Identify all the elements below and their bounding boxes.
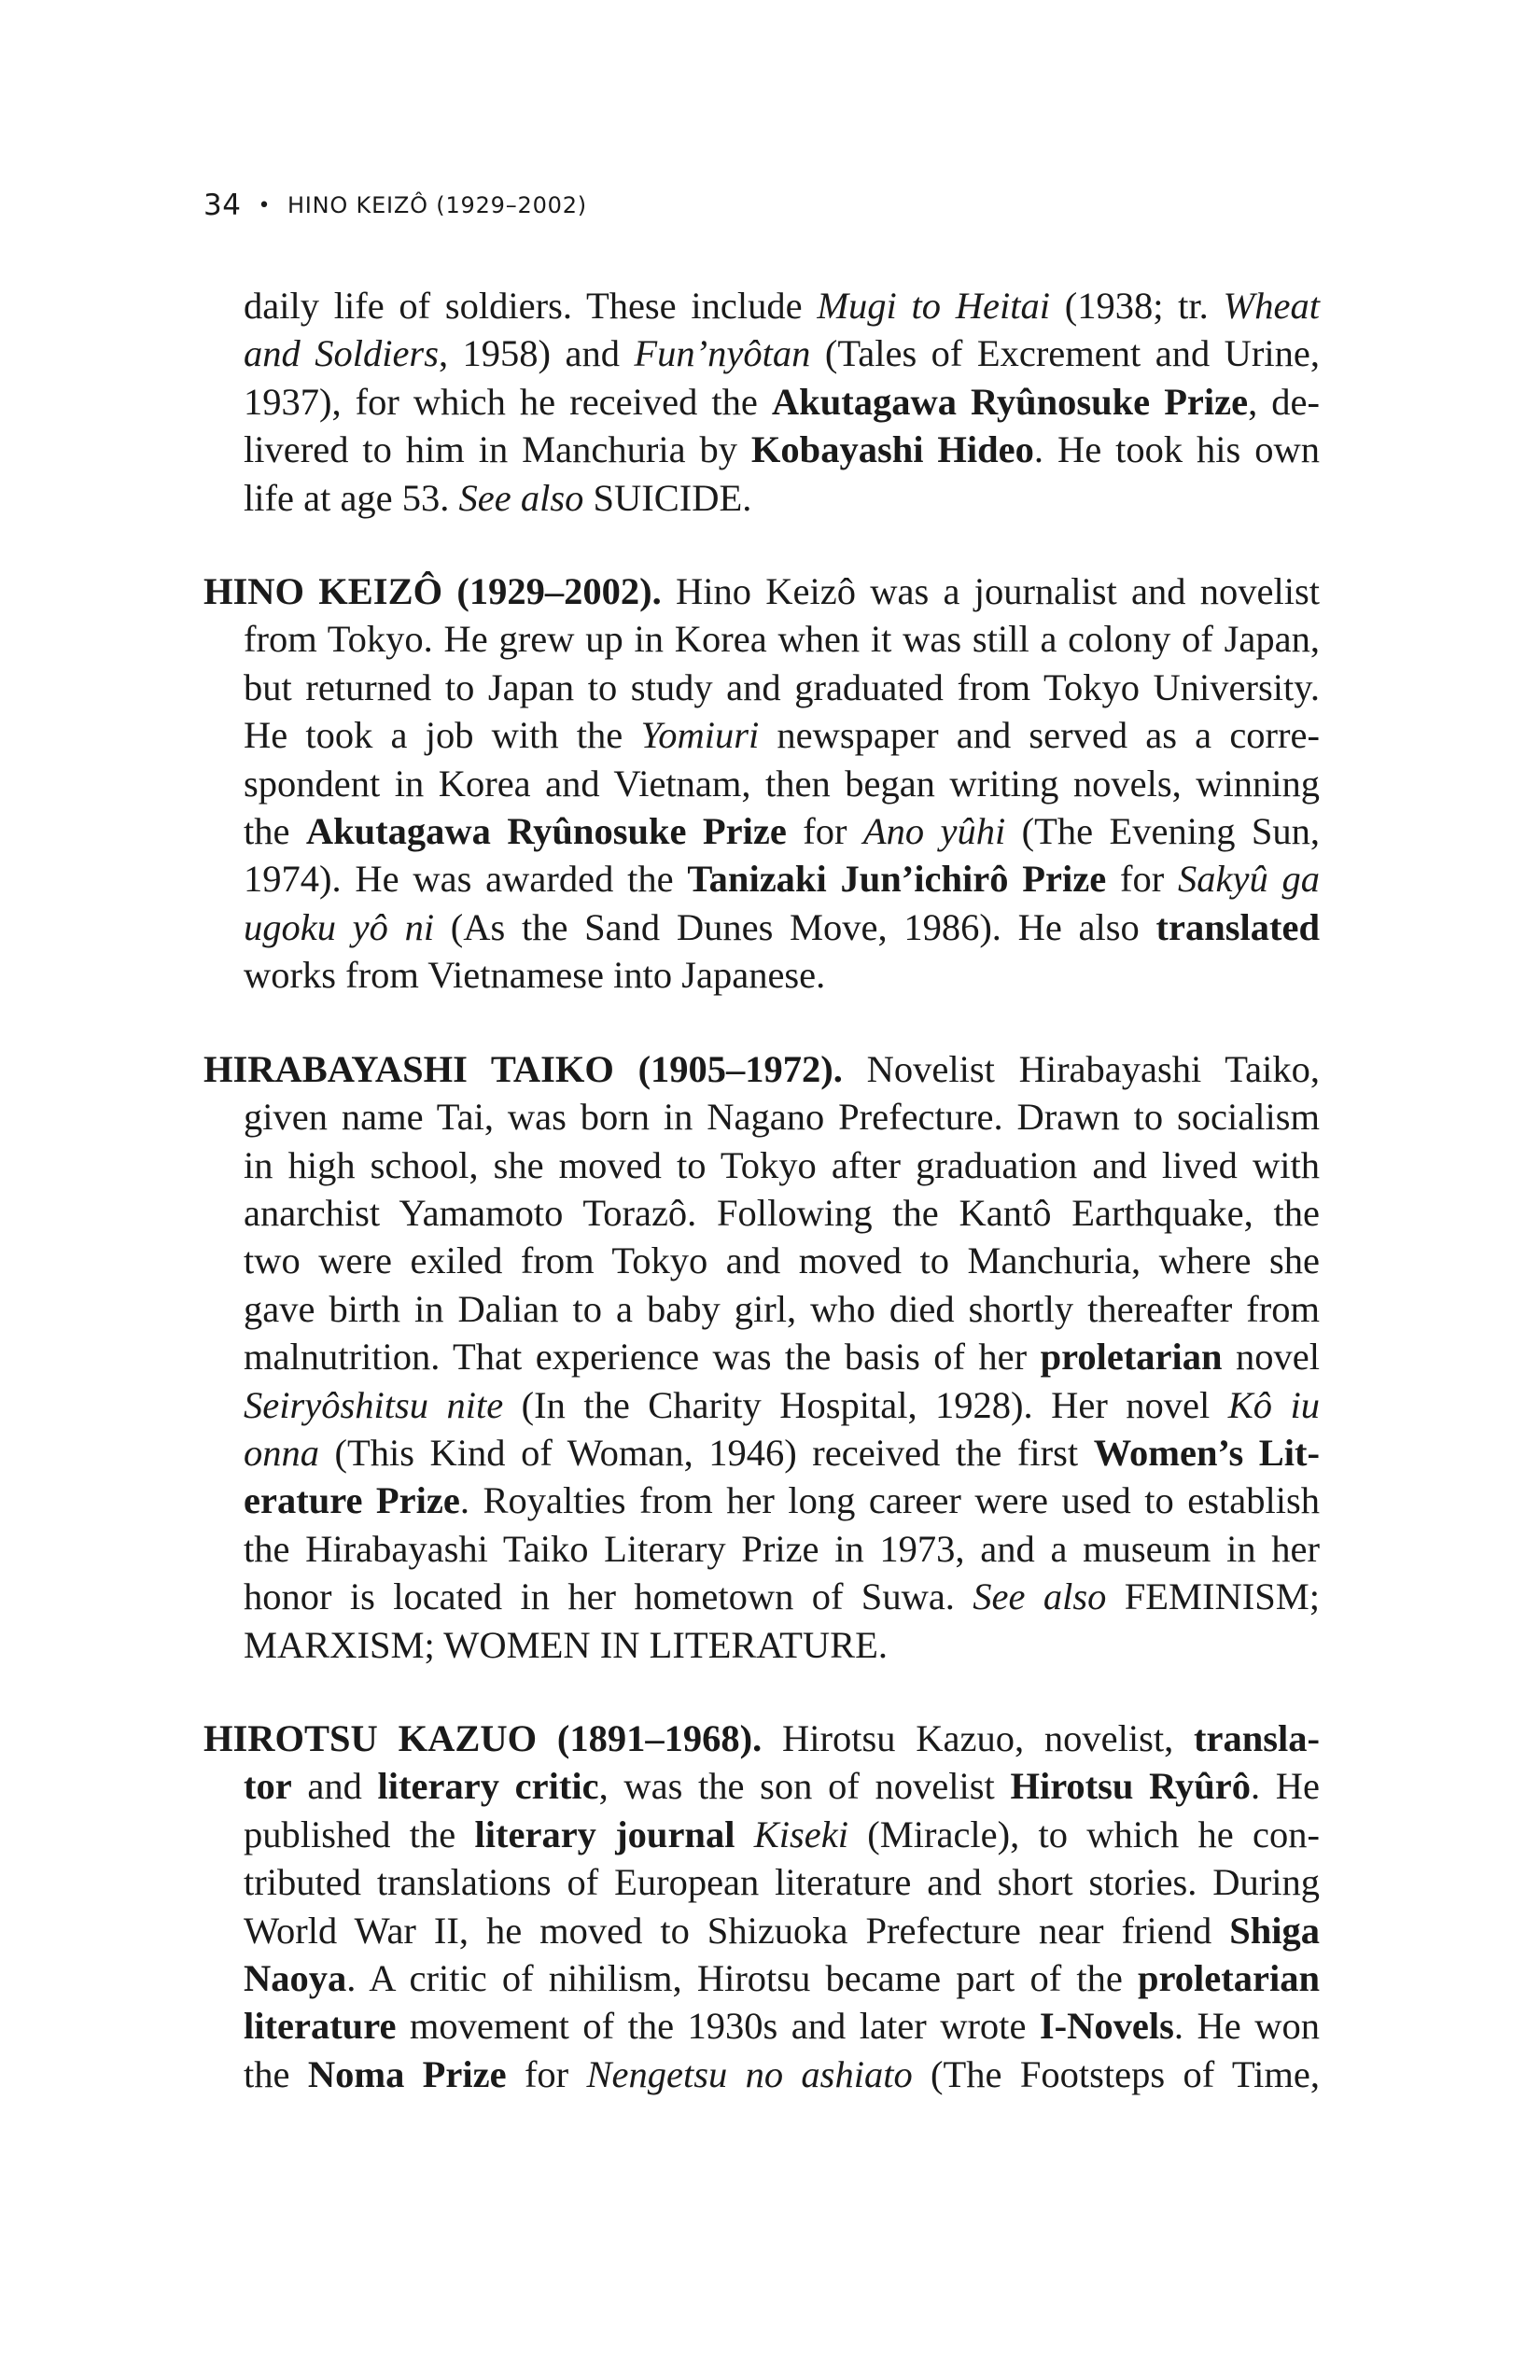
bold-term: Hirotsu Ryûrô — [1010, 1765, 1251, 1808]
running-title: HINO KEIZÔ (1929–2002) — [287, 192, 587, 218]
text-run: MARXISM; WOMEN IN LITERATURE. — [244, 1623, 888, 1666]
text-run: anarchist Yamamoto Torazô. Following the Kantô Earthquake, the — [244, 1191, 1320, 1234]
text-line — [203, 1762, 1320, 1810]
text-run: spondent in Korea and Vietnam, then began writing novels, winning — [244, 762, 1320, 805]
text-run: Hirotsu Kazuo, novelist, — [762, 1716, 1194, 1759]
text-run: gave birth in Dalian to a baby girl, who died shortly thereafter from — [244, 1287, 1320, 1330]
text-run: (As the Sand Dunes Move, 1986). He also — [434, 905, 1156, 948]
text-line — [203, 1189, 1320, 1237]
text-run: . He — [1250, 1765, 1320, 1808]
text-run: works from Vietnamese into Japanese. — [244, 954, 826, 997]
text-run: novel — [1222, 1336, 1320, 1379]
bullet-separator: • — [258, 193, 271, 217]
bold-term: literary critic — [377, 1765, 599, 1808]
bold-term: Akutagawa Ryûnosuke Prize — [305, 810, 787, 853]
italic-title: Fun’nyôtan — [634, 332, 811, 375]
text-run: two were exiled from Tokyo and moved to Manchuria, where she — [244, 1239, 1320, 1282]
text-run: 1937), for which he received the — [244, 380, 772, 423]
text-run: from Tokyo. He grew up in Korea when it was still a colony of Japan, — [244, 618, 1320, 661]
bold-term: I-Novels — [1039, 2005, 1174, 2048]
text-line — [203, 760, 1320, 807]
italic-title: Seiryôshitsu nite — [244, 1383, 504, 1426]
text-run: movement of the 1930s and later wrote — [396, 2005, 1040, 2048]
text-run: published the — [244, 1813, 475, 1855]
text-run: the — [244, 810, 306, 853]
entry-hino-keizo — [203, 567, 1320, 1000]
bold-term: transla- — [1193, 1716, 1320, 1759]
text-line — [203, 903, 1320, 951]
text-run: (The Footsteps of Time, — [912, 2052, 1320, 2095]
bold-term: Noma Prize — [307, 2052, 507, 2095]
italic-title: ugoku yô ni — [244, 905, 435, 948]
italic-title: See also — [458, 476, 584, 519]
text-run: Novelist Hirabayashi Taiko, — [842, 1047, 1320, 1090]
text-run: for — [1106, 858, 1178, 901]
text-run: for — [506, 2052, 587, 2095]
text-run: honor is located in her hometown of Suwa. — [244, 1575, 973, 1618]
text-run: (1938; tr. — [1049, 285, 1224, 327]
text-line — [244, 474, 1320, 522]
page-number: 34 — [203, 189, 242, 222]
text-line — [203, 1621, 1320, 1669]
text-run: . A critic of nihilism, Hirotsu became part of the — [346, 1957, 1138, 1999]
bold-term: translated — [1155, 905, 1320, 948]
text-line — [203, 1045, 1320, 1093]
text-line — [203, 1954, 1320, 2002]
text-run: (In the Charity Hospital, 1928). Her novel — [503, 1383, 1228, 1426]
text-run: daily life of soldiers. These include — [244, 285, 818, 327]
text-run: the — [244, 2052, 308, 2095]
italic-title: See also — [973, 1575, 1107, 1618]
text-line — [244, 329, 1320, 377]
text-run: . Royalties from her long career were used to establish — [459, 1479, 1320, 1522]
entry-hirabayashi-taiko — [203, 1045, 1320, 1669]
text-run: given name Tai, was born in Nagano Prefecture. Drawn to socialism — [244, 1096, 1320, 1139]
text-line — [203, 1477, 1320, 1524]
text-line — [203, 1715, 1320, 1762]
text-run: the Hirabayashi Taiko Literary Prize in 1973, and a museum in her — [244, 1527, 1320, 1570]
italic-title: onna — [244, 1431, 319, 1474]
text-run: (Miracle), to which he con- — [847, 1813, 1320, 1855]
bold-term: literature — [244, 2005, 397, 2048]
text-run: FEMINISM; — [1106, 1575, 1321, 1618]
bold-term: Women’s Lit- — [1093, 1431, 1320, 1474]
continued-paragraph — [203, 282, 1320, 522]
text-run — [735, 1813, 753, 1855]
italic-title: Nengetsu no ashiato — [586, 2052, 913, 2095]
text-run: newspaper and served as a corre- — [759, 714, 1320, 757]
bold-term: erature Prize — [244, 1479, 460, 1522]
text-line — [203, 1285, 1320, 1333]
bold-term: Kobayashi Hideo — [750, 428, 1034, 471]
text-run: , was the son of novelist — [598, 1765, 1011, 1808]
running-head — [203, 187, 1320, 224]
text-line — [203, 711, 1320, 759]
bold-term: literary journal — [474, 1813, 735, 1855]
bold-term: HIRABAYASHI TAIKO (1905–1972). — [203, 1047, 843, 1090]
text-run: World War II, he moved to Shizuoka Prefecture near friend — [244, 1909, 1230, 1952]
text-line — [203, 2051, 1320, 2098]
text-line — [203, 1093, 1320, 1141]
text-run: for — [786, 810, 863, 853]
text-line — [203, 615, 1320, 663]
text-run: (The Evening Sun, — [1005, 810, 1320, 853]
text-run: malnutrition. That experience was the basis of her — [244, 1336, 1041, 1379]
bold-term: Naoya — [244, 1957, 347, 1999]
text-line — [203, 664, 1320, 711]
text-line — [203, 1573, 1320, 1620]
text-run: in high school, she moved to Tokyo after graduation and lived with — [244, 1143, 1320, 1186]
italic-title: Mugi to Heitai — [817, 285, 1050, 327]
text-run: Hino Keizô was a journalist and novelist — [661, 570, 1320, 613]
text-run: livered to him in Manchuria by — [244, 428, 751, 471]
entry-hirotsu-kazuo — [203, 1715, 1320, 2098]
text-run: , de- — [1248, 380, 1321, 423]
text-line — [203, 1811, 1320, 1858]
bold-term: Tanizaki Jun’ichirô Prize — [687, 858, 1107, 901]
text-line — [203, 855, 1320, 903]
bold-term: Shiga — [1229, 1909, 1320, 1952]
text-run: . He took his own — [1033, 428, 1320, 471]
text-run: life at age 53. — [244, 476, 459, 519]
bold-term: Akutagawa Ryûnosuke Prize — [771, 380, 1249, 423]
text-line — [244, 282, 1320, 329]
text-line — [203, 1429, 1320, 1477]
text-line — [203, 951, 1320, 999]
text-line — [203, 1333, 1320, 1380]
text-run: and — [291, 1765, 378, 1808]
italic-title: Kô iu — [1227, 1383, 1320, 1426]
italic-title: Kiseki — [753, 1813, 848, 1855]
text-run: , 1958) and — [438, 332, 635, 375]
italic-title: Yomiuri — [640, 714, 760, 757]
bold-term: tor — [244, 1765, 292, 1808]
italic-title: and Soldiers — [244, 332, 439, 375]
text-run: tributed translations of European literature and short stories. During — [244, 1861, 1320, 1904]
bold-term: proletarian — [1138, 1957, 1320, 1999]
text-run: (Tales of Excrement and Urine, — [810, 332, 1320, 375]
text-run: 1974). He was awarded the — [244, 858, 688, 901]
bold-term: proletarian — [1040, 1336, 1223, 1379]
text-line — [244, 426, 1320, 473]
body-text — [203, 282, 1320, 2098]
text-line — [203, 1381, 1320, 1429]
bold-term: HINO KEIZÔ (1929–2002). — [203, 570, 662, 613]
italic-title: Ano yûhi — [862, 810, 1006, 853]
document-page — [203, 187, 1320, 2098]
text-run: but returned to Japan to study and graduated from Tokyo University. — [244, 665, 1320, 708]
text-line — [203, 1237, 1320, 1284]
bold-term: HIROTSU KAZUO (1891–1968). — [203, 1716, 763, 1759]
text-line — [244, 378, 1320, 426]
text-line — [203, 1907, 1320, 1954]
text-line — [203, 807, 1320, 855]
text-line — [203, 567, 1320, 615]
text-line — [203, 2002, 1320, 2050]
text-run: (This Kind of Woman, 1946) received the first — [319, 1431, 1094, 1474]
text-line — [203, 1525, 1320, 1573]
italic-title: Sakyû ga — [1178, 858, 1320, 901]
text-run: He took a job with the — [244, 714, 641, 757]
italic-title: Wheat — [1223, 285, 1320, 327]
text-line — [203, 1141, 1320, 1189]
text-line — [203, 1858, 1320, 1906]
entry-list — [203, 567, 1320, 2098]
text-run: SUICIDE. — [583, 476, 752, 519]
text-run: . He won — [1173, 2005, 1320, 2048]
